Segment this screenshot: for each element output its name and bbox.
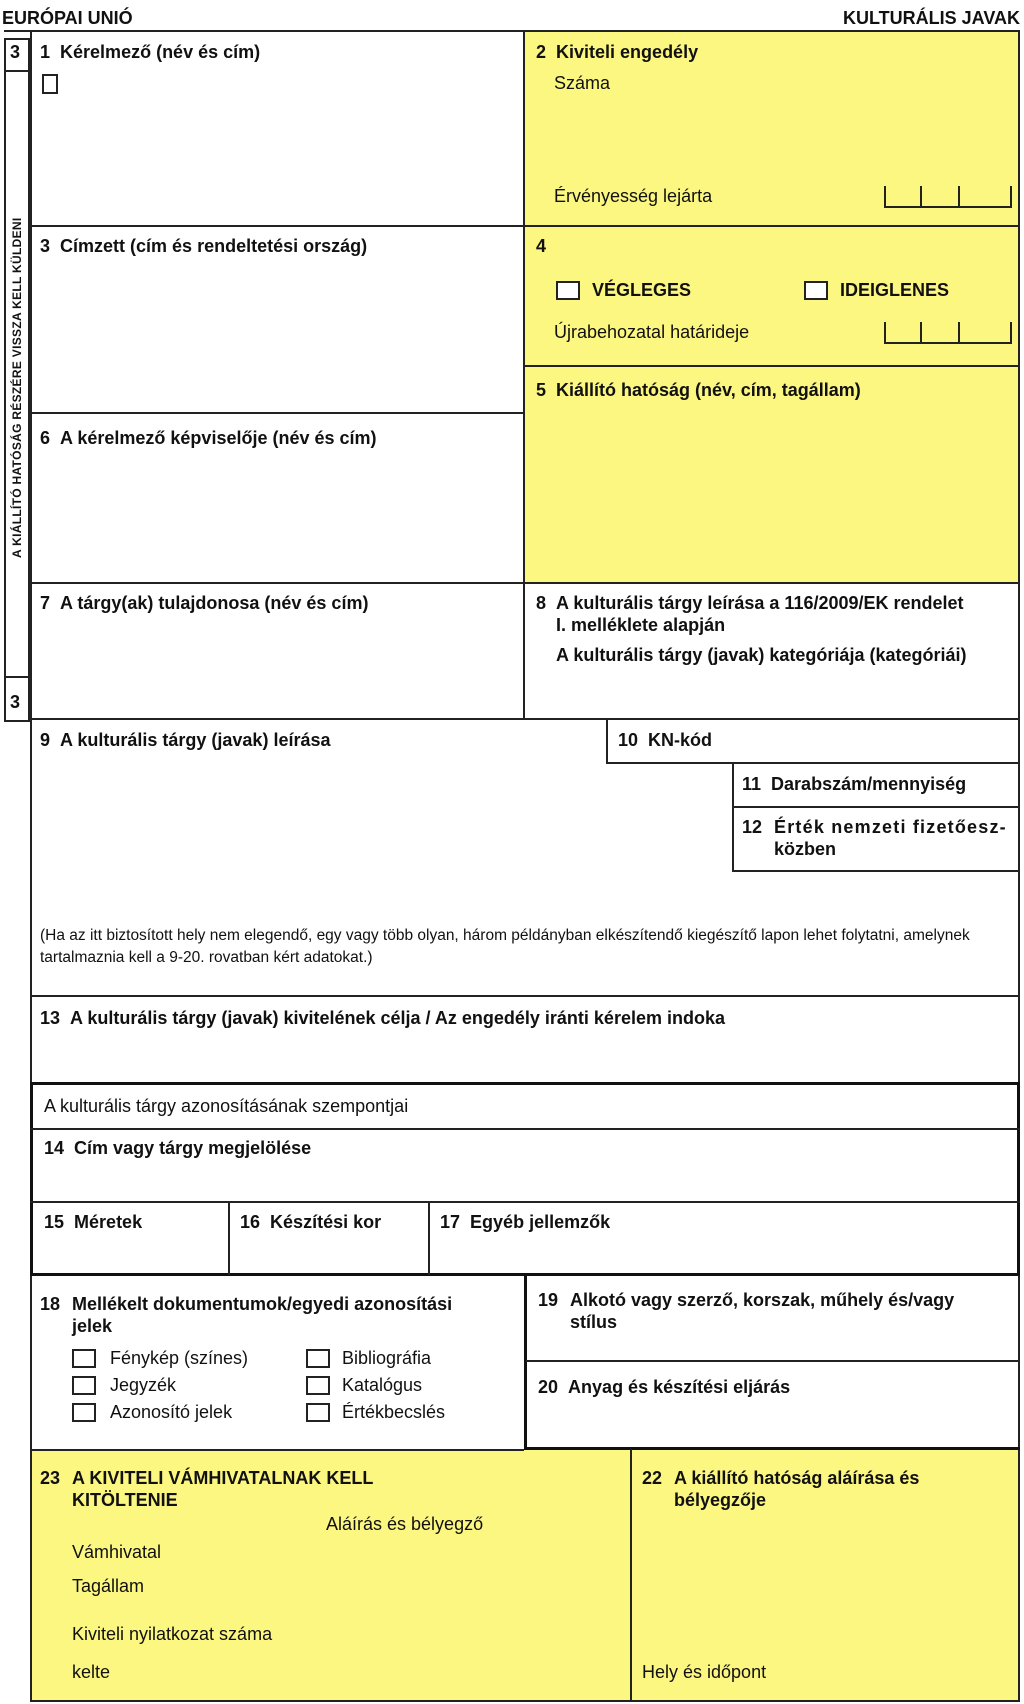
box8-title-line2: I. melléklete alapján [556,615,726,635]
box1-checkbox[interactable] [42,74,58,94]
box12-title-line2: közben [774,839,837,859]
box15-title: 15 Méretek [44,1212,143,1232]
copy-number-bottom: 3 [10,692,21,712]
identification-marks-label: Azonosító jelek [110,1402,233,1422]
box1-title: 1 Kérelmező (név és cím) [40,42,261,62]
photo-checkbox[interactable] [72,1349,96,1368]
box12-title-line1: Érték nemzeti fizetőesz- [774,817,1007,837]
header-eu: EURÓPAI UNIÓ [2,8,133,28]
copy-number-top: 3 [10,42,21,62]
box23-number: 23 [40,1468,61,1488]
box2-yellow-area [524,30,1020,582]
box14-title: 14 Cím vagy tárgy megjelölése [44,1138,312,1158]
box12-number: 12 [742,817,763,837]
photo-label: Fénykép (színes) [110,1348,249,1368]
inventory-checkbox[interactable] [72,1376,96,1395]
box22-number: 22 [642,1468,663,1488]
box11-title: 11 Darabszám/mennyiség [742,774,967,794]
box7-title: 7 A tárgy(ak) tulajdonosa (név és cím) [40,593,369,613]
box2-number-label: Száma [554,73,611,93]
box10-title: 10 KN-kód [618,730,713,750]
temporary-checkbox[interactable] [804,281,828,300]
box22-title-line1: A kiállító hatóság aláírása és [674,1468,920,1488]
box5-title: 5 Kiállító hatóság (név, cím, tagállam) [536,380,861,400]
sidebar-return-note: A KIÁLLÍTÓ HATÓSÁG RÉSZÉRE VISSZA KELL KÜLDENI [10,217,24,558]
signature-stamp-label: Aláírás és bélyegző [326,1514,484,1534]
box8-title-line1: A kulturális tárgy leírása a 116/2009/EK rendelet [556,593,964,613]
catalogue-checkbox[interactable] [306,1376,330,1395]
continuation-note-line1: (Ha az itt biztosított hely nem elegendő, egy vagy több olyan, három példányban elkészítendő kiegészítő lapon lehet folytatni, amelynek [40,927,970,944]
valuation-label: Értékbecslés [342,1402,446,1422]
date-label: kelte [72,1662,111,1682]
catalogue-label: Katalógus [342,1375,423,1395]
box8-number: 8 [536,593,547,613]
box18-number: 18 [40,1294,61,1314]
box23-title-line1: A KIVITELI VÁMHIVATALNAK KELL [72,1468,374,1488]
reimport-label: Újrabehozatal határideje [554,322,750,342]
validity-date-field[interactable] [884,186,1012,208]
customs-office-label: Vámhivatal [72,1542,162,1562]
box18-title-line1: Mellékelt dokumentumok/egyedi azonosítási [72,1294,453,1314]
box22-title-line2: bélyegzője [674,1490,767,1510]
final-checkbox[interactable] [556,281,580,300]
identification-heading: A kulturális tárgy azonosításának szempontjai [44,1096,409,1116]
box20-title: 20 Anyag és készítési eljárás [538,1377,791,1397]
box16-title: 16 Készítési kor [240,1212,382,1232]
reimport-date-field[interactable] [884,322,1012,344]
valuation-checkbox[interactable] [306,1403,330,1422]
box17-title: 17 Egyéb jellemzők [440,1212,611,1232]
identification-marks-checkbox[interactable] [72,1403,96,1422]
box2-title: 2 Kiviteli engedély [536,42,699,62]
box18-title-line2: jelek [72,1316,113,1336]
final-label: VÉGLEGES [592,280,692,300]
box19-title-line1: Alkotó vagy szerző, korszak, műhely és/vagy [570,1290,955,1310]
box4-number: 4 [536,236,547,256]
header-cultural-goods: KULTURÁLIS JAVAK [843,8,1020,28]
box19-title-line2: stílus [570,1312,618,1332]
member-state-label: Tagállam [72,1576,145,1596]
inventory-label: Jegyzék [110,1375,177,1395]
box6-title: 6 A kérelmező képviselője (név és cím) [40,428,377,448]
box19-number: 19 [538,1290,559,1310]
box9-title: 9 A kulturális tárgy (javak) leírása [40,730,331,750]
bibliography-checkbox[interactable] [306,1349,330,1368]
box3-title: 3 Címzett (cím és rendeltetési ország) [40,236,368,256]
bibliography-label: Bibliográfia [342,1348,432,1368]
continuation-note-line2: tartalmaznia kell a 9-20. rovatban kért adatokat.) [40,949,373,966]
box2-validity-label: Érvényesség lejárta [554,186,713,206]
temporary-label: IDEIGLENES [840,280,950,300]
export-declaration-label: Kiviteli nyilatkozat száma [72,1624,273,1644]
box13-title: 13 A kulturális tárgy (javak) kivitelének célja / Az engedély iránti kérelem indoka [40,1008,725,1028]
box23-title-line2: KITÖLTENIE [72,1490,178,1510]
box8-category-label: A kulturális tárgy (javak) kategóriája (kategóriái) [556,645,967,665]
place-date-label: Hely és időpont [642,1662,767,1682]
